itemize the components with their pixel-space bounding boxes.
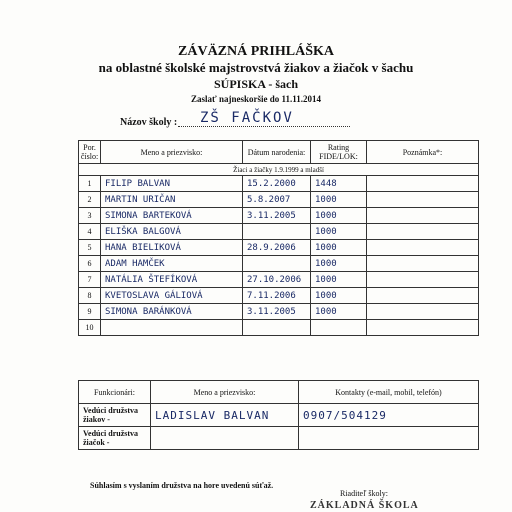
official-role: Vedúci družstva žiačok - [79, 427, 151, 450]
col-header-number: Por. číslo: [79, 141, 101, 164]
official-contact-field[interactable] [299, 427, 479, 450]
players-header-row [79, 141, 479, 164]
player-name-field[interactable] [101, 320, 243, 336]
category-subheader: Žiaci a žiačky 1.9.1999 a mladší [79, 164, 479, 176]
player-note-field[interactable] [367, 192, 479, 208]
col-header-official-name: Meno a priezvisko: [151, 381, 299, 404]
player-note-field[interactable] [367, 176, 479, 192]
player-row [79, 304, 479, 320]
school-stamp: ZÁKLADNÁ ŠKOLA [310, 500, 419, 511]
col-header-note: Poznámka*: [367, 141, 479, 164]
players-table [78, 140, 479, 336]
player-row [79, 176, 479, 192]
player-name-field[interactable]: SIMONA BARTEKOVÁ [101, 208, 243, 224]
consent-statement: Súhlasím s vyslaním družstva na hore uvedenú súťaž. [90, 481, 274, 490]
school-label: Názov školy : [120, 117, 178, 128]
player-rating-field[interactable]: 1000 [311, 288, 367, 304]
player-note-field[interactable] [367, 288, 479, 304]
form-subtitle: na oblastné školské majstrovstvá žiakov a žiačok v šachu [98, 60, 414, 75]
player-rating-field[interactable]: 1000 [311, 272, 367, 288]
col-header-contact: Kontakty (e-mail, mobil, telefón) [299, 381, 479, 404]
player-name-field[interactable]: KVETOSLAVA GÁLIOVÁ [101, 288, 243, 304]
player-birthdate-field[interactable]: 3.11.2005 [243, 208, 311, 224]
player-number: 4 [79, 224, 101, 240]
official-name-field[interactable]: LADISLAV BALVAN [151, 404, 299, 427]
official-row [79, 427, 479, 450]
player-birthdate-field[interactable] [243, 224, 311, 240]
form-deadline: Zaslať najneskoršie do 11.11.2014 [191, 94, 321, 104]
player-row [79, 192, 479, 208]
player-number: 9 [79, 304, 101, 320]
officials-header-row [79, 381, 479, 404]
player-row [79, 208, 479, 224]
player-rating-field[interactable]: 1000 [311, 208, 367, 224]
official-name-field[interactable] [151, 427, 299, 450]
player-name-field[interactable]: ADAM HAMČEK [101, 256, 243, 272]
player-birthdate-field[interactable] [243, 320, 311, 336]
player-row [79, 272, 479, 288]
col-header-birthdate: Dátum narodenia: [243, 141, 311, 164]
player-number: 1 [79, 176, 101, 192]
form-title: ZÁVÄZNÁ PRIHLÁŠKA [178, 44, 334, 59]
official-contact-field[interactable]: 0907/504129 [299, 404, 479, 427]
player-number: 6 [79, 256, 101, 272]
player-row [79, 288, 479, 304]
player-note-field[interactable] [367, 320, 479, 336]
player-number: 3 [79, 208, 101, 224]
player-birthdate-field[interactable]: 28.9.2006 [243, 240, 311, 256]
col-header-name: Meno a priezvisko: [101, 141, 243, 164]
player-note-field[interactable] [367, 304, 479, 320]
player-birthdate-field[interactable] [243, 256, 311, 272]
player-row [79, 256, 479, 272]
school-name-field[interactable]: ZŠ FAČKOV [200, 110, 294, 126]
player-number: 10 [79, 320, 101, 336]
player-name-field[interactable]: HANA BIELIKOVÁ [101, 240, 243, 256]
player-row [79, 320, 479, 336]
player-birthdate-field[interactable]: 3.11.2005 [243, 304, 311, 320]
officials-table [78, 380, 479, 450]
player-rating-field[interactable]: 1000 [311, 192, 367, 208]
player-number: 8 [79, 288, 101, 304]
official-role: Vedúci družstva žiakov - [79, 404, 151, 427]
player-name-field[interactable]: NATÁLIA ŠTEFÍKOVÁ [101, 272, 243, 288]
player-birthdate-field[interactable]: 5.8.2007 [243, 192, 311, 208]
player-rows [79, 176, 479, 336]
official-row [79, 404, 479, 427]
player-rating-field[interactable]: 1448 [311, 176, 367, 192]
player-name-field[interactable]: SIMONA BARÁNKOVÁ [101, 304, 243, 320]
school-underline [178, 126, 350, 127]
player-note-field[interactable] [367, 272, 479, 288]
player-name-field[interactable]: ELIŠKA BALGOVÁ [101, 224, 243, 240]
player-rating-field[interactable]: 1000 [311, 240, 367, 256]
form-section: SÚPISKA - šach [213, 77, 299, 91]
player-note-field[interactable] [367, 224, 479, 240]
players-subheader-row [79, 164, 479, 176]
player-number: 5 [79, 240, 101, 256]
player-name-field[interactable]: FILIP BALVAN [101, 176, 243, 192]
col-header-role: Funkcionári: [79, 381, 151, 404]
player-number: 2 [79, 192, 101, 208]
player-birthdate-field[interactable]: 7.11.2006 [243, 288, 311, 304]
player-rating-field[interactable]: 1000 [311, 304, 367, 320]
player-row [79, 240, 479, 256]
player-note-field[interactable] [367, 256, 479, 272]
player-rating-field[interactable]: 1000 [311, 256, 367, 272]
player-note-field[interactable] [367, 240, 479, 256]
player-row [79, 224, 479, 240]
player-rating-field[interactable]: 1000 [311, 224, 367, 240]
player-number: 7 [79, 272, 101, 288]
player-birthdate-field[interactable]: 15.2.2000 [243, 176, 311, 192]
player-note-field[interactable] [367, 208, 479, 224]
col-header-rating: Rating FIDE/LOK: [311, 141, 367, 164]
player-birthdate-field[interactable]: 27.10.2006 [243, 272, 311, 288]
player-name-field[interactable]: MARTIN URIČAN [101, 192, 243, 208]
player-rating-field[interactable] [311, 320, 367, 336]
director-label: Riaditeľ školy: [340, 489, 388, 498]
